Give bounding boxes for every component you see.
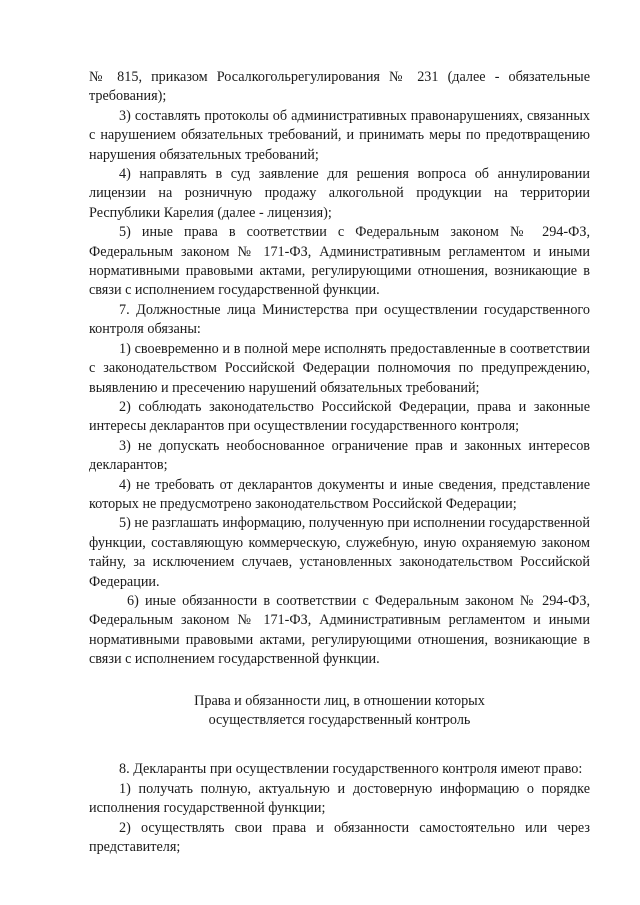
- paragraph-right-5: 5) иные права в соответствии с Федеральным законом № 294-ФЗ, Федеральным законом № 171-ФЗ, Административным регламентом и иными нормативными правовыми актами, регулирующими отношения, возникающие в связи с исполнением государственной функции.: [89, 224, 590, 299]
- duty-3: 3) не допускать необоснованное ограничение прав и законных интересов декларантов;: [89, 437, 590, 474]
- paragraph-right-4: 4) направлять в суд заявление для решения вопроса об аннулировании лицензии на розничную продажу алкогольной продукции на территории Республики Карелия (далее - лицензия);: [89, 166, 590, 221]
- duty-6: 6) иные обязанности в соответствии с Федеральным законом № 294-ФЗ, Федеральным законом № 171-ФЗ, Административным регламентом и иными нормативными правовыми актами, регулирующими отношения, возникающие в связи с исполнением государственной функции.: [89, 592, 590, 668]
- declarant-right-2: 2) осуществлять свои права и обязанности самостоятельно или через представителя;: [89, 819, 590, 856]
- section-heading: [89, 692, 590, 731]
- paragraph-right-3: 3) составлять протоколы об административных правонарушениях, связанных с нарушением обязательных требований, и принимать меры по предотвращению нарушения обязательных требований;: [89, 107, 590, 163]
- duty-4: 4) не требовать от декларантов документы и иные сведения, представление которых не предусмотрено законодательством Российской Федерации;: [89, 476, 590, 512]
- section-8-intro: 8. Декларанты при осуществлении государственного контроля имеют право:: [119, 761, 583, 778]
- section-heading-line-1: Права и обязанности лиц, в отношении которых: [194, 692, 485, 709]
- paragraph-continuation: № 815, приказом Росалкогольрегулирования № 231 (далее - обязательные требования);: [89, 69, 590, 105]
- duty-2: 2) соблюдать законодательство Российской Федерации, права и законные интересы декларантов при осуществлении государственного контроля;: [89, 398, 590, 435]
- section-7-intro: 7. Должностные лица Министерства при осуществлении государственного контроля обязаны:: [89, 301, 590, 338]
- section-heading-line-2: осуществляется государственный контроль: [208, 712, 471, 728]
- duty-1: 1) своевременно и в полной мере исполнять предоставленные в соответствии с законодательством Российской Федерации полномочия по предупреждению, выявлению и пресечению нарушений обязательных требований;: [89, 340, 590, 396]
- declarant-right-1: 1) получать полную, актуальную и достоверную информацию о порядке исполнения государственной функции;: [89, 780, 590, 817]
- duty-5: 5) не разглашать информацию, полученную при исполнении государственной функции, составляющую коммерческую, служебную, иную охраняемую законом тайну, за исключением случаев, установленных законодательством Российской Федерации.: [89, 515, 590, 590]
